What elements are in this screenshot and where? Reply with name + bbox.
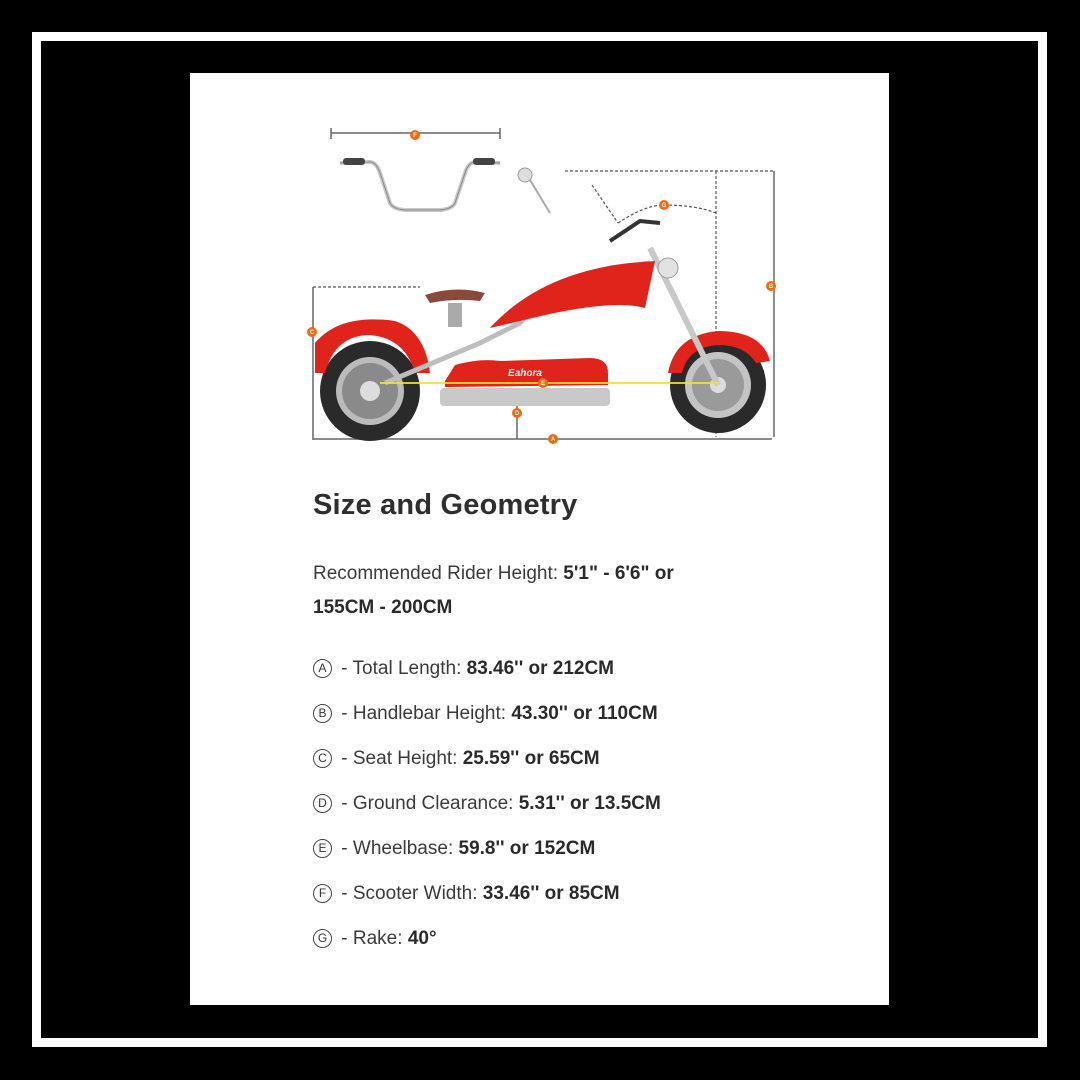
svg-text:Eahora: Eahora: [508, 368, 542, 379]
spec-value: 5.31'' or 13.5CM: [518, 793, 661, 814]
spec-value: 25.59'' or 65CM: [462, 748, 600, 769]
handlebar-top-view: [340, 158, 500, 210]
section-heading: Size and Geometry: [313, 489, 578, 521]
rider-height-label: Recommended Rider Height:: [313, 563, 564, 584]
spec-value: 33.46'' or 85CM: [482, 883, 620, 904]
dimension-spec-list: [313, 653, 661, 968]
spec-scooter-width: [313, 878, 661, 923]
circled-letter-e-icon: E: [313, 839, 332, 858]
dimension-f-width: [331, 128, 500, 140]
recommended-rider-height: [313, 557, 773, 625]
spec-rake: [313, 923, 661, 968]
circled-letter-a-icon: A: [313, 659, 332, 678]
spec-wheelbase: [313, 833, 661, 878]
spec-label: - Total Length:: [336, 658, 467, 679]
spec-seat-height: [313, 743, 661, 788]
svg-text:E: E: [540, 381, 546, 387]
svg-text:B: B: [768, 284, 774, 290]
spec-ground-clearance: [313, 788, 661, 833]
spec-value: 83.46'' or 212CM: [466, 658, 615, 679]
circled-letter-g-icon: G: [313, 929, 332, 948]
spec-card: [190, 73, 889, 1005]
scooter-geometry-diagram: [190, 73, 889, 473]
svg-text:A: A: [550, 437, 556, 443]
spec-handlebar-height: [313, 698, 661, 743]
spec-value: 43.30'' or 110CM: [511, 703, 658, 724]
spec-value: 59.8'' or 152CM: [458, 838, 596, 859]
circled-letter-f-icon: F: [313, 884, 332, 903]
circled-letter-d-icon: D: [313, 794, 332, 813]
spec-label: - Scooter Width:: [336, 883, 483, 904]
spec-label: - Ground Clearance:: [336, 793, 519, 814]
svg-text:F: F: [413, 133, 417, 139]
svg-text:D: D: [514, 411, 520, 417]
dimension-d-ground-clearance: [512, 406, 522, 439]
spec-label: - Rake:: [336, 928, 408, 949]
circled-letter-b-icon: B: [313, 704, 332, 723]
rider-height-value-imperial: 5'1" - 6'6" or: [563, 563, 674, 584]
spec-total-length: [313, 653, 661, 698]
svg-text:C: C: [309, 330, 315, 336]
rider-height-value-metric: 155CM - 200CM: [313, 597, 453, 618]
svg-text:G: G: [661, 203, 667, 209]
spec-label: - Seat Height:: [336, 748, 463, 769]
spec-label: - Wheelbase:: [336, 838, 459, 859]
circled-letter-c-icon: C: [313, 749, 332, 768]
spec-label: - Handlebar Height:: [336, 703, 512, 724]
spec-value: 40°: [407, 928, 437, 949]
